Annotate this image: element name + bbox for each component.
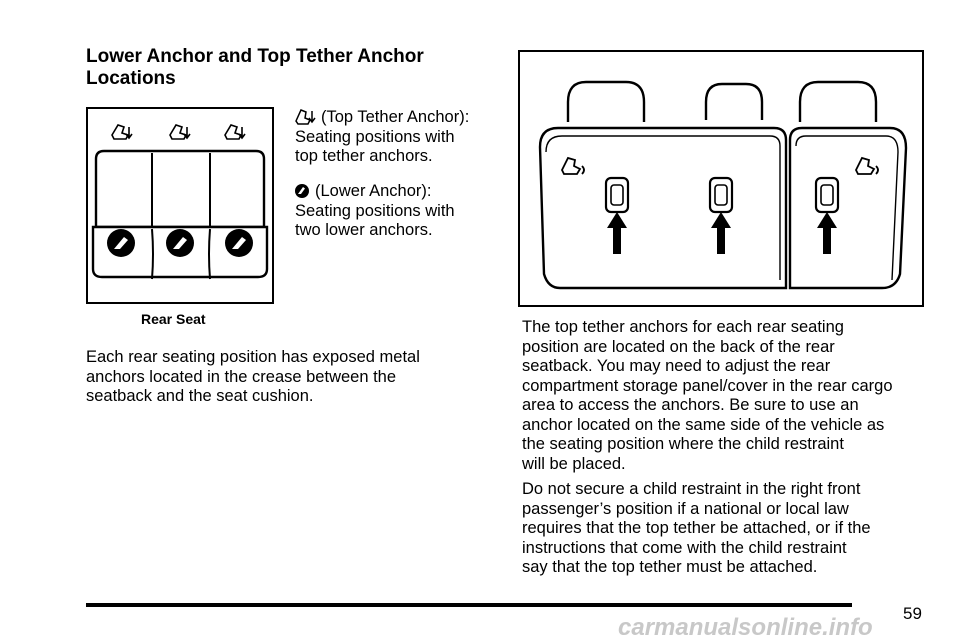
paragraph-right-line: the seating position where the child restraint bbox=[522, 435, 844, 453]
top-tether-anchor-icon bbox=[170, 125, 190, 139]
legend-top-tether-desc-2: top tether anchors. bbox=[295, 147, 433, 165]
rear-seat-illustration bbox=[88, 109, 272, 302]
legend-top-tether-label: (Top Tether Anchor): bbox=[321, 108, 470, 126]
lower-anchor-icon bbox=[295, 182, 311, 200]
paragraph-right-line: position are located on the back of the rear bbox=[522, 337, 835, 356]
seatback-rear-figure bbox=[518, 50, 924, 307]
paragraph-left bbox=[86, 348, 486, 407]
section-heading: Lower Anchor and Top Tether Anchor Locations bbox=[86, 46, 424, 89]
top-tether-anchor-icon bbox=[225, 125, 245, 139]
paragraph-right-line: area to access the anchors. Be sure to use an bbox=[522, 396, 859, 414]
paragraph-right-2 bbox=[522, 480, 942, 578]
rear-seat-figure bbox=[86, 107, 274, 304]
top-tether-anchor-icon bbox=[112, 125, 132, 139]
lower-anchor-icon bbox=[107, 229, 253, 257]
paragraph-right-1 bbox=[522, 318, 942, 474]
paragraph-right-line: say that the top tether must be attached. bbox=[522, 558, 818, 576]
paragraph-right-line: compartment storage panel/cover in the rear cargo bbox=[522, 376, 893, 395]
paragraph-right-line: The top tether anchors for each rear seating bbox=[522, 318, 844, 336]
legend-lower-anchor-desc-1: Seating positions with bbox=[295, 201, 455, 220]
paragraph-right-line: passenger’s position if a national or local law bbox=[522, 499, 849, 518]
paragraph-right-line: Do not secure a child restraint in the right front bbox=[522, 480, 861, 498]
paragraph-right-line: requires that the top tether be attached, or if the bbox=[522, 519, 871, 537]
legend-top-tether-desc-1: Seating positions with bbox=[295, 127, 455, 146]
paragraph-right-line: instructions that come with the child restraint bbox=[522, 538, 847, 557]
top-tether-anchor-icon bbox=[295, 108, 317, 126]
watermark: carmanualsonline.info bbox=[618, 614, 873, 641]
legend-lower-anchor-desc-2: two lower anchors. bbox=[295, 221, 433, 239]
figure-caption: Rear Seat bbox=[141, 311, 206, 327]
paragraph-left-line: seatback and the seat cushion. bbox=[86, 387, 314, 405]
paragraph-left-line: anchors located in the crease between the bbox=[86, 367, 397, 386]
paragraph-right-line: will be placed. bbox=[522, 454, 626, 473]
footer-rule bbox=[86, 603, 852, 607]
legend-lower-anchor-label: (Lower Anchor): bbox=[315, 182, 432, 200]
legend-top-tether bbox=[295, 108, 505, 167]
paragraph-left-line: Each rear seating position has exposed metal bbox=[86, 348, 420, 366]
paragraph-right-line: anchor located on the same side of the vehicle as bbox=[522, 415, 885, 434]
page-number: 59 bbox=[903, 604, 922, 623]
legend-lower-anchor bbox=[295, 182, 505, 241]
seatback-rear-illustration bbox=[520, 52, 922, 305]
paragraph-right-line: seatback. You may need to adjust the rear bbox=[522, 357, 831, 375]
